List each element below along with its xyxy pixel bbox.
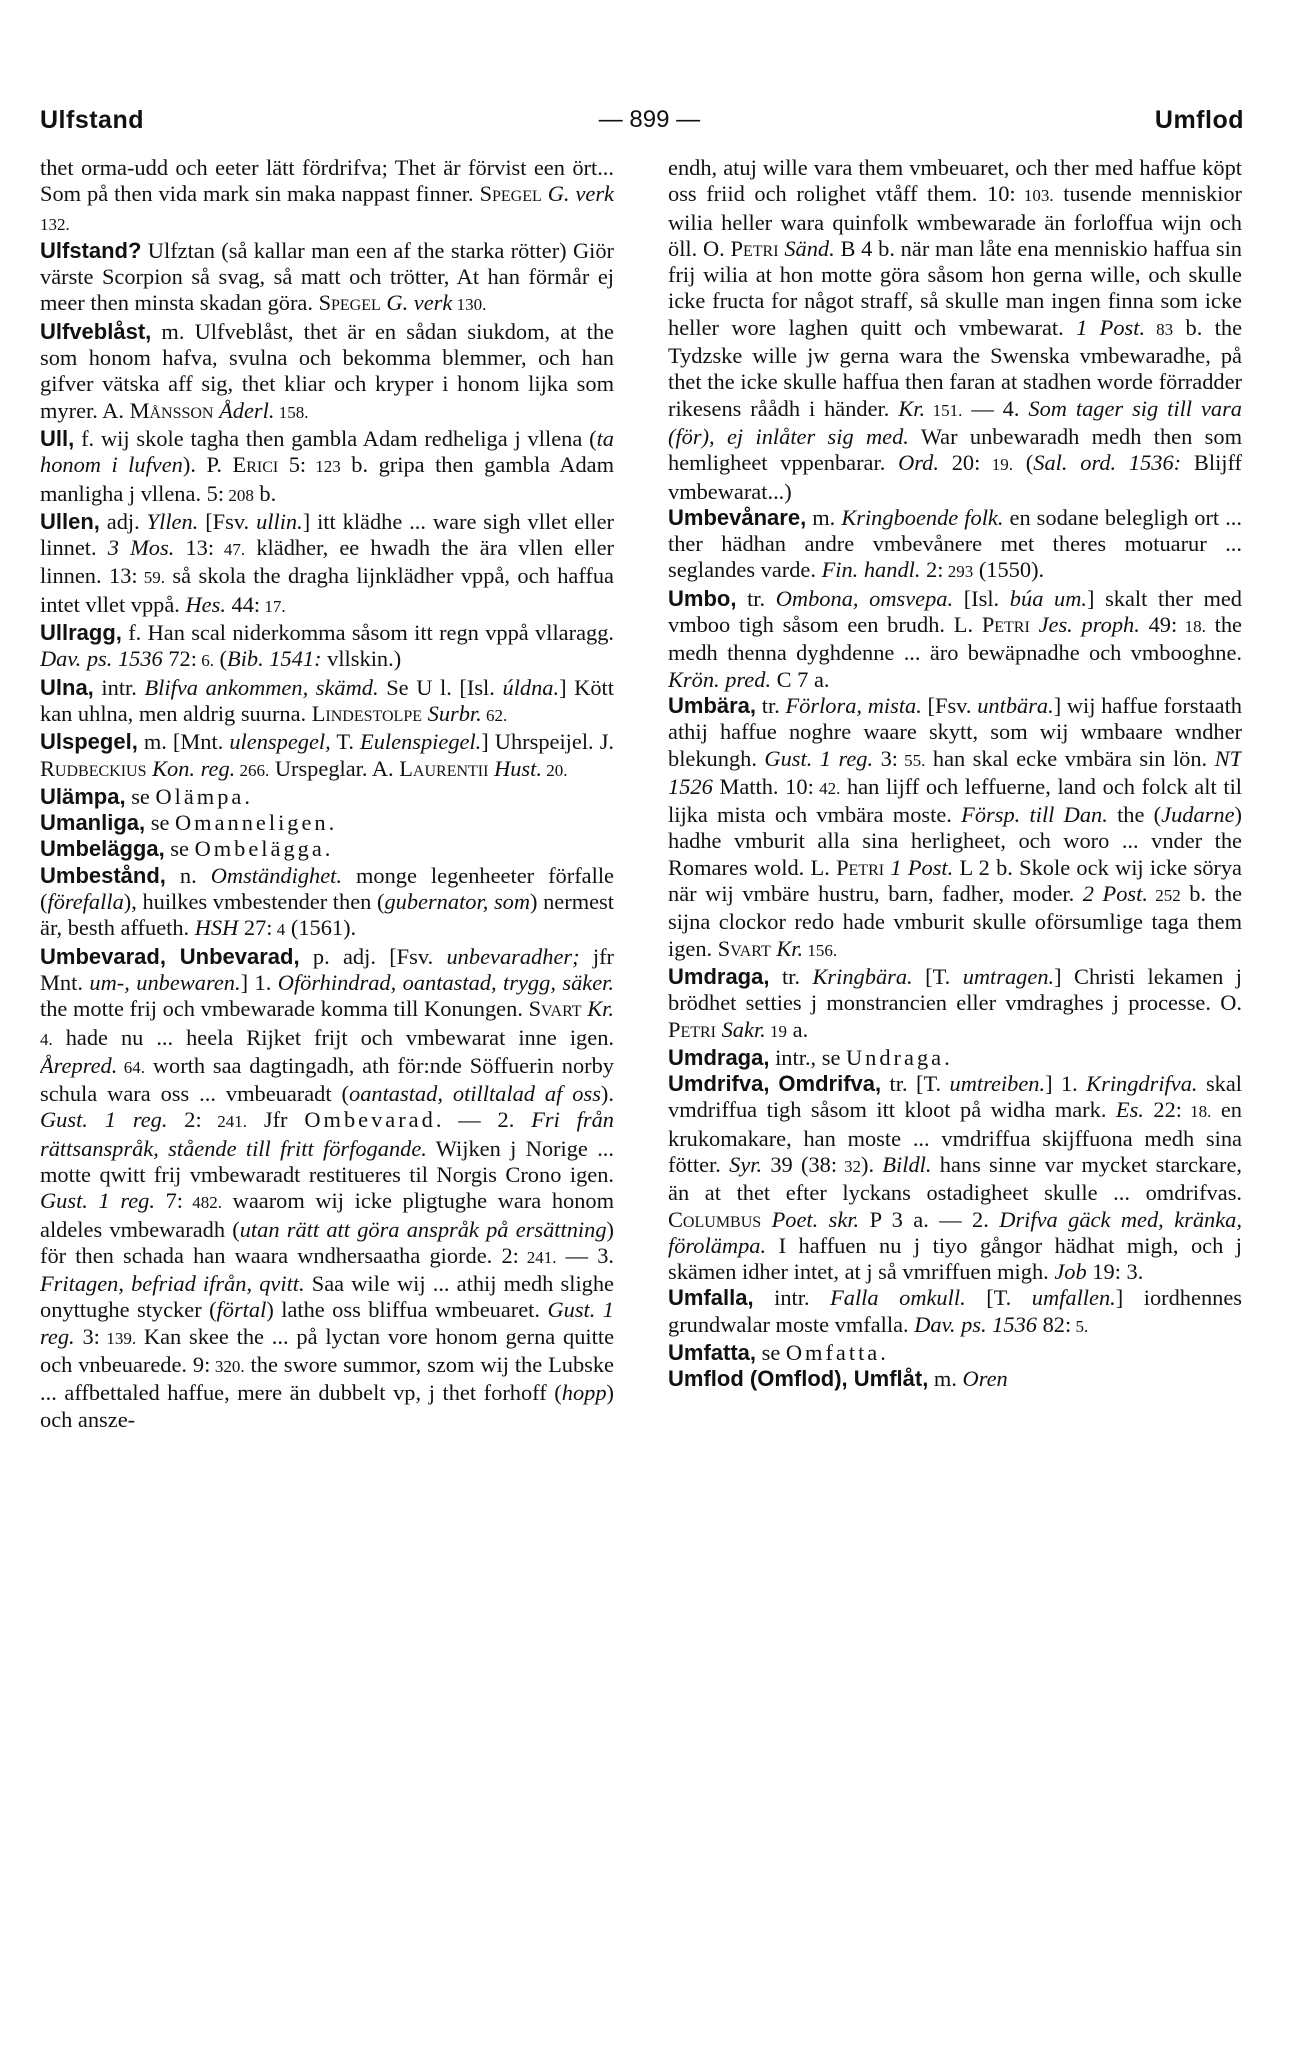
italic-text: förtal (216, 1297, 267, 1323)
entry-text: P 3 a. — 2. (859, 1206, 1000, 1232)
entry-text: 2: (167, 1107, 202, 1133)
headword: Umfalla, (668, 1285, 754, 1311)
italic-text: umtragen. (962, 963, 1055, 989)
italic-text: Fin. handl. (821, 557, 921, 583)
entry-text: intr. (93, 674, 145, 700)
entry-text: vllskin.) (321, 646, 402, 672)
cross-reference: Undraga (845, 1044, 945, 1070)
headword: Umbestånd, (40, 862, 166, 888)
dictionary-entry (40, 836, 614, 862)
reference-number: 32 (837, 1156, 862, 1176)
entry-text: T. (330, 729, 361, 755)
entry-text: ] Christi lekamen j brödhet setties j monstrancien eller vmdraghes j processe. O. (668, 963, 1242, 1016)
entry-text: p. adj. [Fsv. (299, 943, 447, 969)
entry-text: så skola the dragha lijnklädher vppå, och haffua intet vllet vppå. (40, 563, 614, 617)
italic-text: Försp. till Dan. (961, 802, 1108, 828)
italic-text: unbevaradher; (446, 943, 580, 969)
entry-text: tr. (769, 963, 813, 989)
entry-text: Wijken j Norige ... motte qwitt frij vmbewaradt restitueres til Norgis Crono igen. (40, 1135, 614, 1187)
reference-number: 130. (452, 295, 487, 315)
entry-text: the swore summor, szom wij the Lubske ... affbettaled haffue, mere än dubbelt vp, j thet forhoff ( (40, 1352, 614, 1406)
headword: Ullragg, (40, 620, 122, 646)
italic-text: umfallen. (1031, 1285, 1116, 1311)
entry-text: ) lathe oss bliffua wmbeuaret. (266, 1297, 548, 1323)
entry-text: ) och ansze- (40, 1380, 614, 1432)
italic-text: oantastad, otilltalad af oss (349, 1081, 601, 1107)
reference-number: 320. (210, 1357, 245, 1377)
entry-text: Ulfztan (så kallar man een af the starka rötter) Giör värste Scorpion så svag, så matt och trötter, At han förmår ej meer then minsta skadan göra. (40, 237, 614, 316)
cross-reference: Omfatta (785, 1340, 881, 1366)
entry-text: ). (861, 1151, 883, 1177)
italic-text: förefalla (47, 889, 124, 915)
dictionary-entry (40, 238, 614, 319)
entry-text: the motte frij och vmbewarade komma till Konungen. (40, 996, 529, 1022)
entry-text: ) hadhe vmburit alla sina herligheet, och woro ... vnder the Romares wold. L. (668, 802, 1242, 880)
text-columns (40, 155, 1242, 2015)
entry-text: monge legenheeter förfalle ( (40, 862, 614, 915)
italic-text: ullin. (256, 508, 303, 534)
entry-text: . — 2. (435, 1107, 532, 1133)
headword: Ull, (40, 425, 75, 451)
italic-text: úldna. (502, 674, 560, 700)
headword: Umanliga, (40, 810, 146, 836)
entry-text: 82: (1036, 1311, 1072, 1337)
entry-text: b. the sijna clockor redo hade vmburit skulle oförsumlige taga them igen. (668, 881, 1242, 961)
entry-text: se (164, 836, 195, 862)
entry-text: a. (787, 1016, 809, 1042)
header-last-headword: Umflod (1154, 105, 1244, 134)
entry-text: se (125, 783, 156, 809)
entry-text: War unbewaradh medh then som hemligheet vppenbarar. (668, 423, 1242, 476)
entry-text: . (324, 836, 331, 862)
italic-text: Eulenspiegel. (360, 729, 482, 755)
entry-text: hade nu ... heela Rijket frijt och vmbewarat inne igen. (52, 1024, 614, 1050)
entry-text: b. gripa then gambla Adam manligha j vllena. 5: (40, 452, 614, 506)
italic-text: HSH (194, 915, 239, 941)
italic-text: 1 Post. (890, 854, 954, 880)
entry-text: skal vmdriffua tigh såsom itt kloot på widha mark. (668, 1071, 1242, 1123)
dictionary-entry (40, 620, 614, 675)
italic-text: hopp (561, 1380, 607, 1406)
entry-text (761, 1207, 771, 1232)
reference-number: 156. (803, 940, 838, 960)
entry-text: (1561). (285, 915, 357, 941)
reference-number: 103. (1015, 186, 1054, 206)
italic-text: utan rätt att göra anspråk på ersättning (239, 1216, 607, 1242)
entry-text: 19: 3. (1086, 1259, 1144, 1285)
entry-text: C 7 a. (771, 666, 830, 692)
italic-text: Judarne (1161, 802, 1235, 828)
headword: Ulfstand? (40, 237, 142, 263)
italic-text: Kringboende folk. (841, 504, 1004, 530)
italic-text: Yllen. (146, 508, 199, 534)
entry-text: — 3. (556, 1242, 614, 1268)
italic-text: 3 Mos. (107, 535, 175, 561)
italic-text: Kon. reg. (152, 755, 236, 781)
author-name: Lindestolpe (311, 700, 423, 726)
dictionary-entry (40, 863, 614, 944)
entry-text: ] wij haffue forstaath athij haffue noghre waare skytt, som wij wmbaare wndher blekungh. (668, 692, 1242, 771)
italic-text: Som tager sig till vara (för), ej inlåter sig med. (668, 395, 1242, 449)
reference-number: 139. (99, 1328, 137, 1348)
entry-text: 72: (162, 646, 197, 672)
entry-text: 5: (278, 452, 307, 478)
cross-reference: Ombevarad (304, 1107, 436, 1133)
entry-text: . (328, 810, 335, 836)
entry-text: 20: (938, 450, 981, 476)
entry-text: I haffuen nu j tiyo gångor hädhat migh, och j skämen idher intet, at j så vmriffuen migh. (668, 1232, 1242, 1285)
italic-text: gubernator, som (384, 889, 531, 915)
reference-number: 62. (481, 705, 508, 725)
entry-text: 39 (38: (762, 1151, 838, 1177)
italic-text: Oren (962, 1366, 1008, 1392)
reference-number: 47. (214, 540, 246, 560)
author-name: Petri (836, 854, 885, 880)
entry-text: intr., se (769, 1044, 846, 1070)
entry-text: Matth. 10: (712, 773, 814, 799)
entry-text: en krukomakare, han moste ... vmdriffua skijffuona medh sina fötter. (668, 1097, 1242, 1177)
italic-text: um-, unbewaren. (89, 969, 241, 995)
italic-text: ulenspegel, (229, 729, 331, 755)
italic-text: Hust. (494, 755, 542, 781)
author-name: Svart (528, 996, 582, 1022)
entry-text: Kan skee the ... på lyctan vore honom gerna quitte och vnbeuarede. 9: (40, 1323, 614, 1378)
italic-text: Förlora, mista. (785, 692, 922, 718)
entry-text: ] itt klädhe ... ware sigh vllet eller linnet. (40, 508, 614, 561)
reference-number: 132. (40, 214, 70, 234)
reference-number: 18. (1177, 617, 1206, 637)
headword: Umbelägga, (40, 836, 165, 862)
italic-text: Krön. pred. (668, 666, 772, 692)
dictionary-entry (40, 319, 614, 426)
entry-text: 7: (154, 1188, 183, 1214)
entry-text: 13: (174, 535, 215, 561)
reference-number: 293 (943, 562, 974, 582)
entry-text: m. Ulfveblåst, thet är en sådan siukdom, at the som honom hafva, svulna och bekomma blemmer, och han gifver vätska aff sig, thet kliar och kryper i honom lijka som myrer. A. (40, 318, 614, 423)
entry-text: (1550). (973, 557, 1045, 583)
headword: Umbo, (668, 585, 737, 611)
entry-text: intr. (753, 1285, 831, 1311)
entry-text: Blijff vmbewarat...) (668, 450, 1242, 504)
headword: Umbära, (668, 692, 757, 718)
entry-text: 27: (238, 915, 273, 941)
entry-text: han lijff och leffuerne, land och folck alt til lijka mista och vmbära moste. (668, 773, 1242, 828)
italic-text: 1 Post. (1076, 314, 1146, 340)
italic-text: Jes. proph. (1038, 612, 1140, 638)
author-name: Laurentii (399, 755, 489, 781)
dictionary-entry (40, 155, 614, 238)
dictionary-entry (40, 509, 614, 620)
reference-number: 4. (40, 1029, 53, 1049)
author-name: Spegel (479, 181, 542, 207)
author-name: Petri (668, 1016, 716, 1042)
italic-text: Es. (1115, 1097, 1144, 1123)
italic-text: Gust. 1 reg. (40, 1107, 168, 1133)
headword: Ulna, (40, 674, 94, 700)
reference-number: 59. (137, 568, 165, 588)
author-name: Spegel (318, 290, 381, 316)
italic-text: Kringdrifva. (1086, 1071, 1198, 1097)
author-name: Columbus (668, 1206, 762, 1232)
author-name: Månsson (129, 397, 214, 423)
entry-text: m. (928, 1366, 963, 1392)
italic-text: Ord. (898, 450, 939, 476)
entry-text: se (145, 810, 175, 836)
dictionary-entry (40, 810, 614, 836)
entry-text: Jfr (247, 1107, 305, 1133)
reference-number: 64. (117, 1057, 146, 1077)
headword: Umflod (Omflod), Umflåt, (668, 1366, 929, 1392)
italic-text: umtreiben. (949, 1071, 1046, 1097)
dictionary-entry (40, 729, 614, 784)
entry-text: han skal ecke vmbära sin lön. (925, 745, 1215, 771)
entry-text: ) för then schada han waara wndhersaatha giorde. 2: (40, 1216, 614, 1268)
entry-text: Se U l. [Isl. (378, 674, 503, 700)
entry-text: ] Kött kan uhlna, men aldrig suurna. (40, 674, 614, 726)
reference-number: 208 (224, 485, 254, 505)
italic-text: búa um. (1009, 585, 1087, 611)
italic-text: Bildl. (882, 1151, 932, 1177)
dictionary-entry (668, 1071, 1242, 1285)
entry-text: ). (600, 1081, 614, 1107)
italic-text: Gust. 1 reg. (40, 1297, 614, 1349)
italic-text: 2 Post. (1082, 881, 1148, 907)
author-name: Petri (981, 612, 1030, 638)
author-name: Svart (717, 935, 771, 961)
italic-text: NT 1526 (668, 745, 1242, 799)
right-column (668, 155, 1242, 2015)
entry-text: thet orma-udd och eeter lätt fördrifva; Thet är förvist een ört... Som på then vida mark sin maka nappast finner. (40, 155, 614, 207)
italic-text: Falla omkull. (830, 1285, 966, 1311)
reference-number: 55. (898, 750, 926, 770)
italic-text: Årepred. (40, 1052, 118, 1078)
entry-text: n. (165, 862, 211, 888)
italic-text: Dav. ps. 1536 (914, 1311, 1037, 1337)
author-name: Rudbeckius (40, 755, 147, 781)
reference-number: 266. (235, 760, 270, 780)
italic-text: Ombona, omsvepa. (775, 585, 954, 611)
italic-text: Omständighet. (210, 862, 342, 888)
entry-text: — 4. (962, 395, 1029, 421)
entry-text: m. (806, 504, 842, 530)
entry-text: [T. (912, 963, 963, 989)
italic-text: Hes. (185, 591, 226, 617)
entry-text: b. (253, 480, 277, 506)
dictionary-entry (40, 944, 614, 1433)
italic-text: Syr. (729, 1151, 763, 1177)
italic-text: Blifva ankommen, skämd. (144, 674, 379, 700)
reference-number: 241. (518, 1247, 557, 1267)
italic-text: Surbr. (427, 700, 482, 726)
entry-text: ] 1. (240, 969, 278, 995)
entry-text: ( (213, 646, 228, 672)
cross-reference: Omanneligen (175, 810, 329, 836)
reference-number: 19 (765, 1021, 788, 1041)
italic-text: Gust. 1 reg. (40, 1188, 155, 1214)
italic-text: Kr. (776, 935, 804, 961)
entry-text: m. [Mnt. (137, 729, 230, 755)
entry-text: worth saa dagtingadh, ath för:nde Söffuerin norby schula wara oss ... vmbeuaradt ( (40, 1052, 614, 1107)
reference-number: 151. (925, 400, 963, 420)
italic-text: Sal. ord. 1536: (1033, 450, 1182, 476)
entry-text: the medh thenna dyghdenne ... äro bewäpnadhe och vmbooghne. (668, 612, 1242, 666)
entry-text: klädher, ee hwadh the ära vllen eller linnen. 13: (40, 535, 614, 589)
entry-text: ) nermest är, besth affueth. (40, 889, 614, 941)
dictionary-entry (668, 693, 1242, 964)
reference-number: 18. (1182, 1102, 1212, 1122)
author-name: Erici (232, 452, 279, 478)
entry-text: adj. (99, 508, 147, 534)
entry-text: 3: (873, 745, 898, 771)
reference-number: 19. (980, 455, 1014, 475)
author-name: Petri (730, 235, 779, 261)
italic-text: Gust. 1 reg. (764, 745, 874, 771)
headword: Ulfveblåst, (40, 318, 152, 344)
entry-text: ). P. (182, 452, 233, 478)
entry-text: [T. (965, 1285, 1032, 1311)
italic-text: Kr. (587, 996, 614, 1022)
italic-text: Kr. (898, 395, 926, 421)
entry-text: 3: (74, 1323, 100, 1349)
headword: Ullen, (40, 508, 100, 534)
dictionary-entry (40, 426, 614, 509)
entry-text: 2: (920, 557, 944, 583)
reference-number: 482. (183, 1193, 223, 1213)
entry-text: ] iordhennes grundwalar moste vmfalla. (668, 1285, 1242, 1337)
entry-text: . (944, 1044, 950, 1070)
italic-text: Bib. 1541: (227, 646, 322, 672)
italic-text: Sakr. (721, 1016, 766, 1042)
reference-number: 42. (813, 778, 841, 798)
reference-number: 241. (201, 1112, 247, 1132)
entry-text: B 4 b. när man låte ena menniskio haffua sin frij wilia at hon motte göra såsom hon gerna wille, och skulle icke fructa for något straff, så skulle man ingen finna som icke heller wore laghen quitt och vmbewarat. (668, 235, 1242, 340)
headword: Umdrifva, Omdrifva, (668, 1071, 882, 1097)
italic-text: Job (1054, 1259, 1087, 1285)
left-column (40, 155, 614, 2015)
running-header (40, 100, 1244, 140)
entry-text: hans sinne var mycket starckare, än at thet efter lyckans ostadigheet skulle ... omdrifvas. (668, 1151, 1242, 1206)
headword: Ulämpa, (40, 783, 126, 809)
entry-text (1030, 612, 1039, 637)
entry-text: en sodane belegligh ort ... ther hädhan andre vmbevånere met theres motuarur ... seglandes varde. (668, 504, 1242, 583)
dictionary-entry (668, 1285, 1242, 1340)
entry-text: . (880, 1340, 886, 1366)
headword: Umbevarad, Unbevarad, (40, 943, 300, 969)
italic-text: G. verk (386, 290, 453, 316)
italic-text: Åderl. (219, 397, 275, 423)
dictionary-entry (668, 964, 1242, 1045)
entry-text: the ( (1107, 802, 1162, 828)
italic-text: Fri från rättsanspråk, stående till fritt förfogande. (40, 1107, 614, 1161)
italic-text: Poet. skr. (771, 1206, 860, 1232)
italic-text: Sänd. (784, 235, 835, 261)
italic-text: Oförhindrad, oantastad, trygg, säker. (277, 969, 614, 995)
italic-text: G. verk (547, 181, 614, 207)
reference-number: 4 (272, 920, 286, 940)
reference-number: 252 (1147, 886, 1181, 906)
entry-text: b. the Tydzske wille jw gerna wara the Swenska vmbewaradhe, på thet the icke skulle haffua then faran at stadhen worde förradder rikesens råådh i händer. (668, 314, 1242, 421)
page-number: — 899 — (598, 106, 701, 133)
entry-text: 22: (1143, 1097, 1182, 1123)
italic-text: ta honom i lufven (40, 425, 614, 478)
entry-text: . (244, 783, 250, 809)
headword: Umdraga, (668, 1044, 770, 1070)
italic-text: untbära. (977, 692, 1054, 718)
reference-number: 123 (306, 457, 341, 477)
entry-text: waarom wij icke pligtughe wara honom aldeles vmbewaradh ( (40, 1188, 614, 1242)
entry-text: tr. (756, 692, 786, 718)
reference-number: 20. (541, 760, 568, 780)
dictionary-entry (668, 155, 1242, 505)
reference-number: 17. (260, 596, 286, 616)
headword: Umfatta, (668, 1340, 757, 1366)
entry-text: f. wij skole tagha then gambla Adam redheliga j vllena ( (74, 425, 597, 451)
entry-text: ] skalt ther med vmboo tigh såsom een brudh. L. (668, 585, 1242, 638)
headword: Umbevånare, (668, 504, 807, 530)
dictionary-entry (40, 784, 614, 810)
dictionary-entry (668, 1340, 1242, 1366)
entry-text: ] 1. (1045, 1071, 1087, 1097)
italic-text: Dav. ps. 1536 (40, 646, 163, 672)
dictionary-entry (668, 586, 1242, 693)
entry-text: tusende menniskior wilia heller wara quinfolk wmbewarade än forloffua wijn och öll. O. (668, 181, 1242, 261)
entry-text: tr. [T. (881, 1071, 950, 1097)
header-first-headword: Ulfstand (40, 105, 144, 134)
dictionary-entry (668, 505, 1242, 586)
entry-text: ] Uhrspeijel. J. (481, 729, 614, 755)
italic-text: Kringbära. (812, 963, 913, 989)
entry-text: jfr Mnt. (40, 943, 614, 995)
entry-text: ), huilkes vmbestender then ( (123, 889, 385, 915)
cross-reference: Olämpa (155, 783, 245, 809)
entry-text: tr. (736, 585, 776, 611)
reference-number: 6. (196, 651, 214, 671)
entry-text: 49: (1139, 612, 1178, 638)
entry-text: Saa wile wij ... athij medh slighe onyttughe stycker ( (40, 1271, 614, 1323)
entry-text: endh, atuj wille vara them vmbeuaret, och ther med haffue köpt oss friid och rolighet vtåff them. 10: (668, 155, 1242, 207)
entry-text: ( (1013, 450, 1034, 476)
headword: Ulspegel, (40, 729, 138, 755)
dictionary-entry (40, 675, 614, 730)
entry-text: f. Han scal niderkomma såsom itt regn vppå vllaragg. (121, 620, 614, 646)
entry-text: 44: (225, 591, 261, 617)
reference-number: 5. (1071, 1316, 1089, 1336)
entry-text: se (756, 1340, 786, 1366)
entry-text: Urspeglar. A. (269, 755, 400, 781)
entry-text: L 2 b. Skole ock wij icke sörya när wij vmbäre hustru, barn, fadher, moder. (668, 854, 1242, 907)
entry-text: [Fsv. (921, 692, 978, 718)
cross-reference: Ombelägga (194, 836, 325, 862)
entry-text: [Fsv. (198, 508, 257, 534)
reference-number: 158. (274, 402, 309, 422)
headword: Umdraga, (668, 963, 770, 989)
entry-text: [Isl. (953, 585, 1010, 611)
dictionary-entry (668, 1366, 1242, 1392)
italic-text: Fritagen, befriad ifrån, qvitt. (40, 1271, 305, 1297)
reference-number: 83 (1145, 319, 1174, 339)
italic-text: Drifva gäck med, kränka, förolämpa. (668, 1206, 1242, 1258)
dictionary-entry (668, 1045, 1242, 1071)
